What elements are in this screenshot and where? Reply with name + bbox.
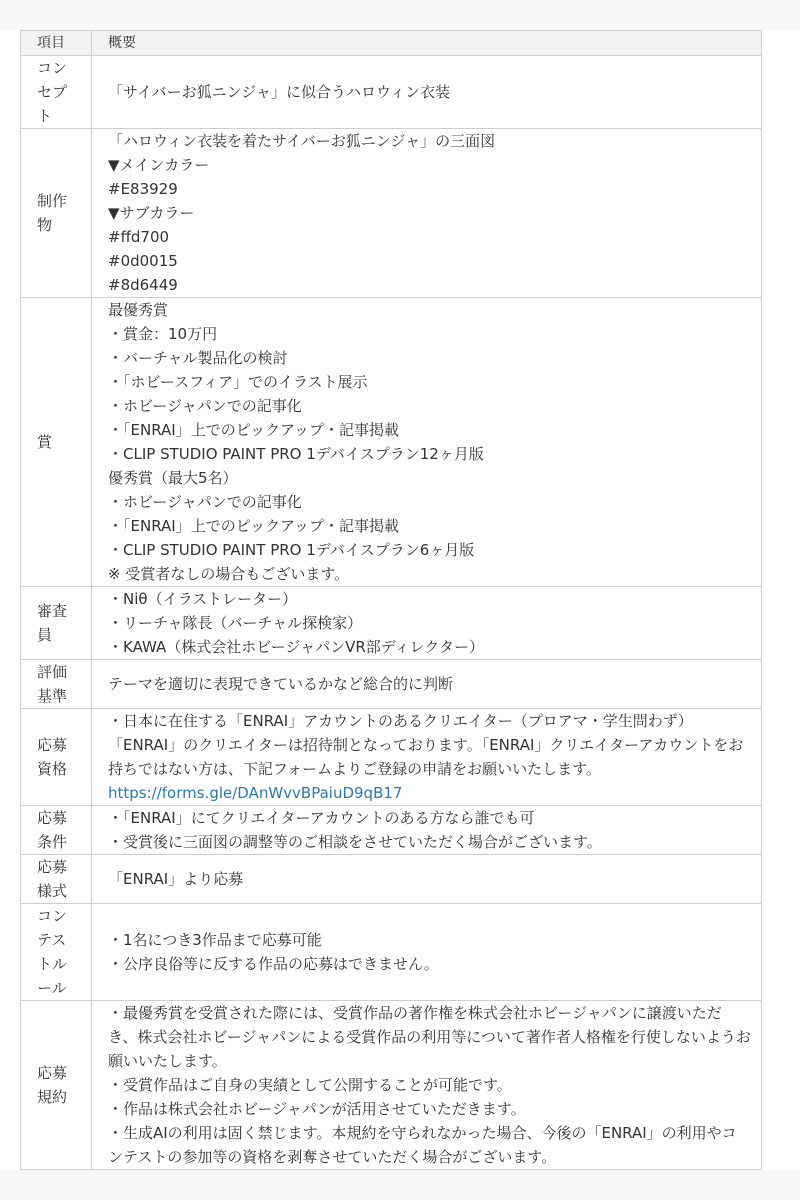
content-line: ・生成AIの利用は固く禁じます。本規約を守られなかった場合、今後の「ENRAI」の利用やコンテストの参加等の資格を剥奪させていただく場合がございます。	[108, 1124, 737, 1166]
row-eligibility	[21, 709, 762, 806]
header-item: 項目	[21, 31, 92, 56]
label-line: 応募	[37, 809, 68, 827]
row-content	[92, 709, 762, 806]
row-terms	[21, 1001, 762, 1170]
row-label	[21, 904, 92, 1001]
table-header-row	[21, 31, 762, 56]
row-content	[92, 56, 762, 129]
content-line: テーマを適切に表現できているかなど総合的に判断	[108, 675, 454, 693]
row-criteria	[21, 660, 762, 709]
row-label	[21, 806, 92, 855]
label-line: ール	[37, 979, 67, 997]
row-label	[21, 129, 92, 298]
row-label	[21, 709, 92, 806]
content-line: ・受賞後に三面図の調整等のご相談をさせていただく場合がございます。	[108, 833, 602, 851]
content-line: ・「ホビースフィア」でのイラスト展示	[108, 373, 368, 391]
content-line: ・リーチャ隊長（バーチャル探検家）	[108, 614, 363, 632]
row-content	[92, 855, 762, 904]
content-line: ・KAWA（株式会社ホビージャパンVR部ディレクター）	[108, 638, 484, 656]
content-line: ・最優秀賞を受賞された際には、受賞作品の著作権を株式会社ホビージャパンに譲渡いただき、株式会社ホビージャパンによる受賞作品の利用等について著作者人格権を行使しないようお願いいたします。	[108, 1004, 751, 1070]
label-line: テス	[37, 931, 67, 949]
row-label	[21, 56, 92, 129]
label-line: 評価	[37, 663, 68, 681]
content-line: ・ホビージャパンでの記事化	[108, 397, 302, 415]
row-content	[92, 1001, 762, 1170]
content-line: ・日本に在住する「ENRAI」アカウントのあるクリエイター（プロアマ・学生問わず）	[108, 712, 693, 730]
content-line: ・1名につき3作品まで応募可能	[108, 931, 322, 949]
row-content	[92, 587, 762, 660]
color-code: #0d0015	[108, 252, 178, 270]
content-line: ・賞金：10万円	[108, 325, 218, 343]
label-line: 制作	[37, 192, 68, 210]
content-line: ・Niθ（イラストレーター）	[108, 590, 298, 608]
label-line: セプ	[37, 83, 68, 101]
row-label	[21, 855, 92, 904]
content-line: ・公序良俗等に反する作品の応募はできません。	[108, 955, 439, 973]
label-line: トル	[37, 955, 68, 973]
label-line: コン	[37, 59, 68, 77]
content-line: 「ENRAI」のクリエイターは招待制となっております。「ENRAI」クリエイターアカウントをお持ちではない方は、下記フォームよりご登録の申請をお願いいたします。	[108, 736, 744, 778]
label-line: 員	[37, 626, 53, 644]
color-code: #ffd700	[108, 228, 170, 246]
content-line: 「サイバーお狐ニンジャ」に似合うハロウィン衣装	[108, 83, 451, 101]
content-line: ・「ENRAI」上でのピックアップ・記事掲載	[108, 421, 400, 439]
row-judges	[21, 587, 762, 660]
row-label	[21, 1001, 92, 1170]
content-line: ・CLIP STUDIO PAINT PRO 1デバイスプラン12ヶ月版	[108, 445, 484, 463]
row-label	[21, 298, 92, 587]
registration-form-link[interactable]: https://forms.gle/DAnWvvBPaiuD9qB17	[108, 784, 403, 802]
row-label	[21, 660, 92, 709]
label-line: 様式	[37, 882, 68, 900]
label-line: 条件	[37, 833, 68, 851]
label-line: 応募	[37, 1064, 68, 1082]
row-content	[92, 129, 762, 298]
label-line: 資格	[37, 760, 68, 778]
info-table	[20, 30, 762, 1170]
label-line: 賞	[37, 433, 53, 451]
row-content	[92, 904, 762, 1001]
row-content	[92, 660, 762, 709]
label-line: 応募	[37, 736, 68, 754]
label-line: コン	[37, 907, 68, 925]
content-line: ▼サブカラー	[108, 204, 195, 222]
label-line: 物	[37, 216, 53, 234]
color-code: #E83929	[108, 180, 178, 198]
row-content	[92, 806, 762, 855]
row-product	[21, 129, 762, 298]
row-label	[21, 587, 92, 660]
row-content	[92, 298, 762, 587]
content-line: ▼メインカラー	[108, 156, 210, 174]
content-line: ・「ENRAI」上でのピックアップ・記事掲載	[108, 517, 400, 535]
content-line: 「ENRAI」より応募	[108, 870, 244, 888]
content-line: 「ハロウィン衣装を着たサイバーお狐ニンジャ」の三面図	[108, 132, 496, 150]
header-summary: 概要	[92, 31, 762, 56]
row-conditions	[21, 806, 762, 855]
label-line: 規約	[37, 1088, 68, 1106]
row-awards	[21, 298, 762, 587]
content-line: ・「ENRAI」にてクリエイターアカウントのある方なら誰でも可	[108, 809, 535, 827]
content-line: 優秀賞（最大5名）	[108, 469, 238, 487]
row-contest-rules	[21, 904, 762, 1001]
content-line: ・ホビージャパンでの記事化	[108, 493, 302, 511]
label-line: ト	[37, 107, 53, 125]
content-line: ※ 受賞者なしの場合もございます。	[108, 565, 350, 583]
label-line: 審査	[37, 602, 68, 620]
row-format	[21, 855, 762, 904]
label-line: 基準	[37, 687, 68, 705]
content-line: 最優秀賞	[108, 301, 169, 319]
row-concept	[21, 56, 762, 129]
color-code: #8d6449	[108, 276, 178, 294]
content-line: ・作品は株式会社ホビージャパンが活用させていただきます。	[108, 1100, 526, 1118]
content-line: ・バーチャル製品化の検討	[108, 349, 288, 367]
content-line: ・CLIP STUDIO PAINT PRO 1デバイスプラン6ヶ月版	[108, 541, 475, 559]
content-line: ・受賞作品はご自身の実績として公開することが可能です。	[108, 1076, 512, 1094]
label-line: 応募	[37, 858, 68, 876]
